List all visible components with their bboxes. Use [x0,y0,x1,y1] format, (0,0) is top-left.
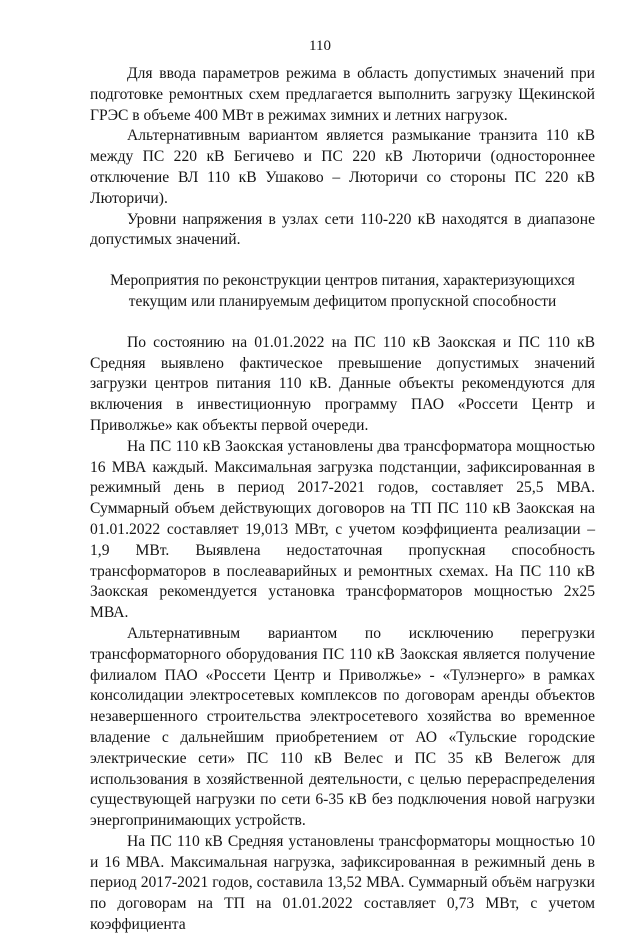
paragraph-zaokskaya: На ПС 110 кВ Заокская установлены два трансформатора мощностью 16 МВА каждый. Максимальная загрузка подстанции, зафиксированная в режимный день в период 2017-2021 годов, составляет 25,5 МВА. Суммарный объем действующих договоров на ТП ПС 110 кВ Заокская на 01.01.2022 составляет 19,013 МВт, с учетом коэффициента реализации – 1,9 МВт. Выявлена недостаточная пропускная способность трансформаторов в послеаварийных и ремонтных схемах. На ПС 110 кВ Заокская рекомендуется установка трансформаторов мощностью 2х25 МВА. [90,437,595,622]
paragraph-srednyaya: На ПС 110 кВ Средняя установлены трансформаторы мощностью 10 и 16 МВА. Максимальная нагрузка, зафиксированная в режимный день в период 2017-2021 годов, составила 13,52 МВА. Суммарный объём нагрузки по договорам на ТП на 01.01.2022 составляет 0,73 МВт, с учетом коэффициента [90,832,595,934]
paragraph-transit-alternative: Альтернативным вариантом является размыкание транзита 110 кВ между ПС 220 кВ Бегичево и ПС 220 кВ Люторичи (одностороннее отключение ВЛ 110 кВ Ушаково – Люторичи со стороны ПС 220 кВ Люторичи). [90,127,595,207]
page-number: 110 [309,38,331,54]
spacer [90,313,595,333]
document-body [90,64,595,936]
paragraph-zaokskaya-alternative: Альтернативным вариантом по исключению перегрузки трансформаторного оборудования ПС 110 кВ Заокская является получение филиалом ПАО «Россети Центр и Приволжье» - «Тулэнерго» в рамках консолидации электросетевых комплексов по договорам аренды объектов незавершенного строительства электросетевого хозяйства во временное владение с дальнейшим приобретением от АО «Тульские городские электрические сети» ПС 110 кВ Велес и ПС 35 кВ Велегож для использования в хозяйственной деятельности, с целью перераспределения существующей нагрузки по сети 6-35 кВ без подключения новой нагрузки энергопринимающих устройств. [90,624,595,830]
section-heading: Мероприятия по реконструкции центров питания, характеризующихся текущим или планируемым дефицитом пропускной способности [110,272,575,310]
paragraph-overload-status: По состоянию на 01.01.2022 на ПС 110 кВ Заокская и ПС 110 кВ Средняя выявлено фактическое превышение допустимых значений загрузки центров питания 110 кВ. Данные объекты рекомендуются для включения в инвестиционную программу ПАО «Россети Центр и Приволжье» как объекты первой очереди. [90,333,595,434]
paragraph-voltage-levels: Уровни напряжения в узлах сети 110-220 кВ находятся в диапазоне допустимых значений. [90,210,595,249]
spacer [90,251,595,271]
paragraph-shchekino-load: Для ввода параметров режима в область допустимых значений при подготовке ремонтных схем предлагается выполнить загрузку Щекинской ГРЭС в объеме 400 МВт в режимах зимних и летних нагрузок. [90,65,595,124]
